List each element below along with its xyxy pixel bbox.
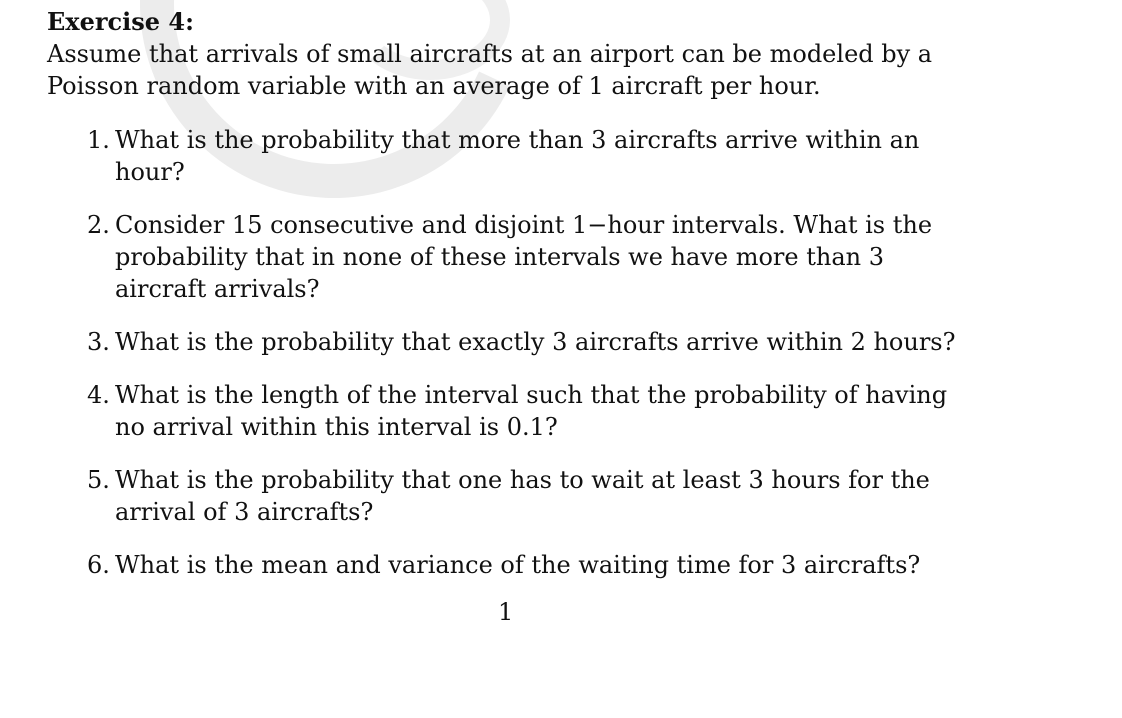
question-number: 5. bbox=[87, 466, 110, 494]
list-item bbox=[47, 326, 967, 358]
exercise-heading: Exercise 4: bbox=[47, 7, 194, 36]
question-text: What is the probability that more than 3 aircrafts arrive within an hour? bbox=[115, 126, 920, 186]
document-page bbox=[47, 6, 967, 602]
exercise-intro: Assume that arrivals of small aircrafts at an airport can be modeled by a Poisson random variable with an average of 1 aircraft per hour. bbox=[47, 40, 933, 100]
question-number: 3. bbox=[87, 328, 110, 356]
question-text: Consider 15 consecutive and disjoint 1−hour intervals. What is the probability that in none of these intervals we have more than 3 aircraft arrivals? bbox=[115, 211, 933, 303]
question-text: What is the length of the interval such that the probability of having no arrival within this interval is 0.1? bbox=[115, 381, 948, 441]
question-text: What is the probability that one has to wait at least 3 hours for the arrival of 3 aircrafts? bbox=[115, 466, 930, 526]
list-item bbox=[47, 379, 967, 443]
page-number: 1 bbox=[498, 598, 514, 626]
list-item bbox=[47, 464, 967, 528]
question-number: 1. bbox=[87, 126, 110, 154]
question-text: What is the mean and variance of the waiting time for 3 aircrafts? bbox=[115, 551, 921, 579]
question-number: 6. bbox=[87, 551, 110, 579]
question-list bbox=[47, 124, 967, 581]
list-item bbox=[47, 549, 967, 581]
question-number: 2. bbox=[87, 211, 110, 239]
list-item bbox=[47, 124, 967, 188]
question-text: What is the probability that exactly 3 aircrafts arrive within 2 hours? bbox=[115, 328, 956, 356]
question-number: 4. bbox=[87, 381, 110, 409]
list-item bbox=[47, 209, 967, 305]
